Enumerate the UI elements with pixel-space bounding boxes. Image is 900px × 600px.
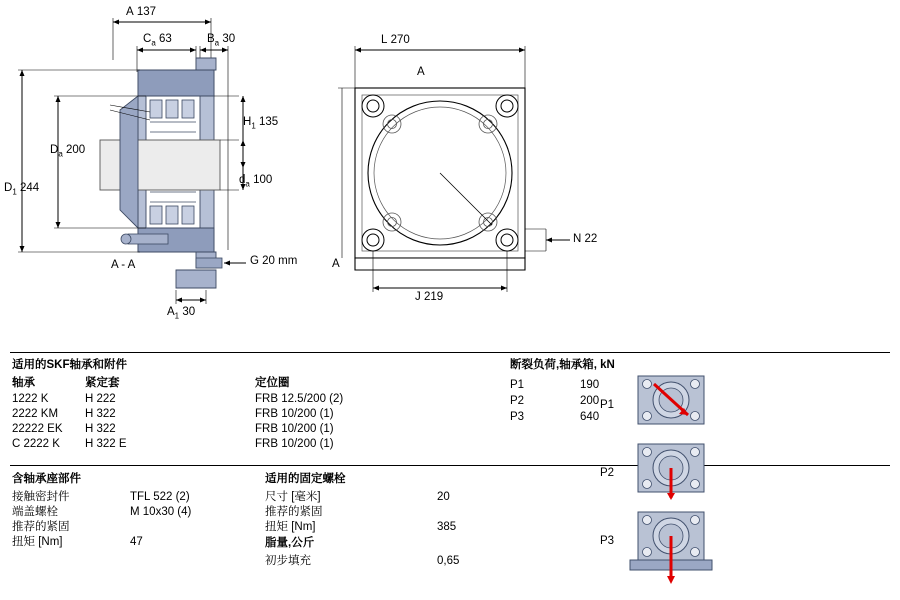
dim-label-L: L 270: [381, 34, 410, 46]
table-row: FRB 10/200 (1): [255, 438, 334, 450]
dim-label-da: $d_a$ 100: [239, 174, 273, 189]
bearings-table-title: 适用的SKF轴承和附件: [12, 359, 127, 371]
table-row: 初步填充: [265, 555, 311, 567]
table-divider-2: [10, 465, 890, 466]
load-figure-label-p1: P1: [600, 399, 615, 411]
table-row: 推荐的紧固: [12, 521, 70, 533]
table-row: 640: [580, 411, 600, 423]
table-row: 端盖螺栓: [12, 506, 58, 518]
table-row: 1222 K: [12, 393, 49, 405]
bearings-header-ring: 定位圈: [255, 377, 290, 389]
table-row: 2222 KM: [12, 408, 59, 420]
table-row: H 322 E: [85, 438, 127, 450]
table-row: P2: [510, 395, 525, 407]
table-row: 385: [437, 521, 457, 533]
table-row: H 322: [85, 408, 116, 420]
table-row: M 10x30 (4): [130, 506, 192, 518]
section-mark-A-top: A: [417, 66, 425, 78]
dim-label-H1: $H_1$ 135: [243, 116, 279, 131]
table-row: 0,65: [437, 555, 460, 567]
table-row: C 2222 K: [12, 438, 60, 450]
dim-label-A: A 137: [126, 6, 157, 18]
table-row: 190: [580, 379, 600, 391]
load-figure-p3: [620, 508, 740, 588]
load-table-title: 断裂负荷,轴承箱, kN: [510, 359, 615, 371]
table-row: 推荐的紧固: [265, 506, 323, 518]
table-row: H 222: [85, 393, 116, 405]
table-row: 200: [580, 395, 600, 407]
dim-label-J: J 219: [415, 291, 444, 303]
table-row: 扭矩 [Nm]: [12, 536, 63, 548]
grease-table-title: 脂量,公斤: [265, 537, 315, 549]
bolts-table-title: 适用的固定螺栓: [265, 473, 346, 485]
section-label-AA: A - A: [111, 259, 136, 271]
table-divider: [10, 352, 890, 353]
dim-label-Da: $D_a$ 200: [50, 144, 86, 159]
table-row: FRB 12.5/200 (2): [255, 393, 344, 405]
dim-label-A1: $A_1$ 30: [167, 306, 196, 321]
table-row: 尺寸 [毫米]: [265, 491, 321, 503]
dim-label-N: N 22: [573, 233, 598, 245]
load-figure-p2: [620, 440, 740, 502]
dim-label-Ba: $B_a$ 30: [207, 33, 236, 48]
table-row: P1: [510, 379, 525, 391]
bearings-header-sleeve: 紧定套: [85, 377, 120, 389]
table-row: 接触密封件: [12, 491, 70, 503]
table-row: 扭矩 [Nm]: [265, 521, 316, 533]
table-row: H 322: [85, 423, 116, 435]
dim-label-G: G 20 mm: [250, 255, 298, 267]
section-mark-A-left: A: [332, 258, 340, 270]
load-figure-label-p3: P3: [600, 535, 615, 547]
table-row: 22222 EK: [12, 423, 63, 435]
load-figure-label-p2: P2: [600, 467, 615, 479]
bearings-header-bearing: 轴承: [12, 377, 35, 389]
front-view-drawing: [320, 0, 620, 330]
table-row: FRB 10/200 (1): [255, 423, 334, 435]
load-figure-p1: [620, 370, 740, 430]
table-row: P3: [510, 411, 525, 423]
table-row: FRB 10/200 (1): [255, 408, 334, 420]
side-view-drawing: [0, 0, 330, 330]
table-row: 20: [437, 491, 450, 503]
table-row: TFL 522 (2): [130, 491, 190, 503]
dim-label-D1: $D_1$ 244: [4, 182, 40, 197]
table-row: 47: [130, 536, 143, 548]
dim-label-Ca: $C_a$ 63: [143, 33, 172, 48]
housing-table-title: 含轴承座部件: [12, 473, 81, 485]
